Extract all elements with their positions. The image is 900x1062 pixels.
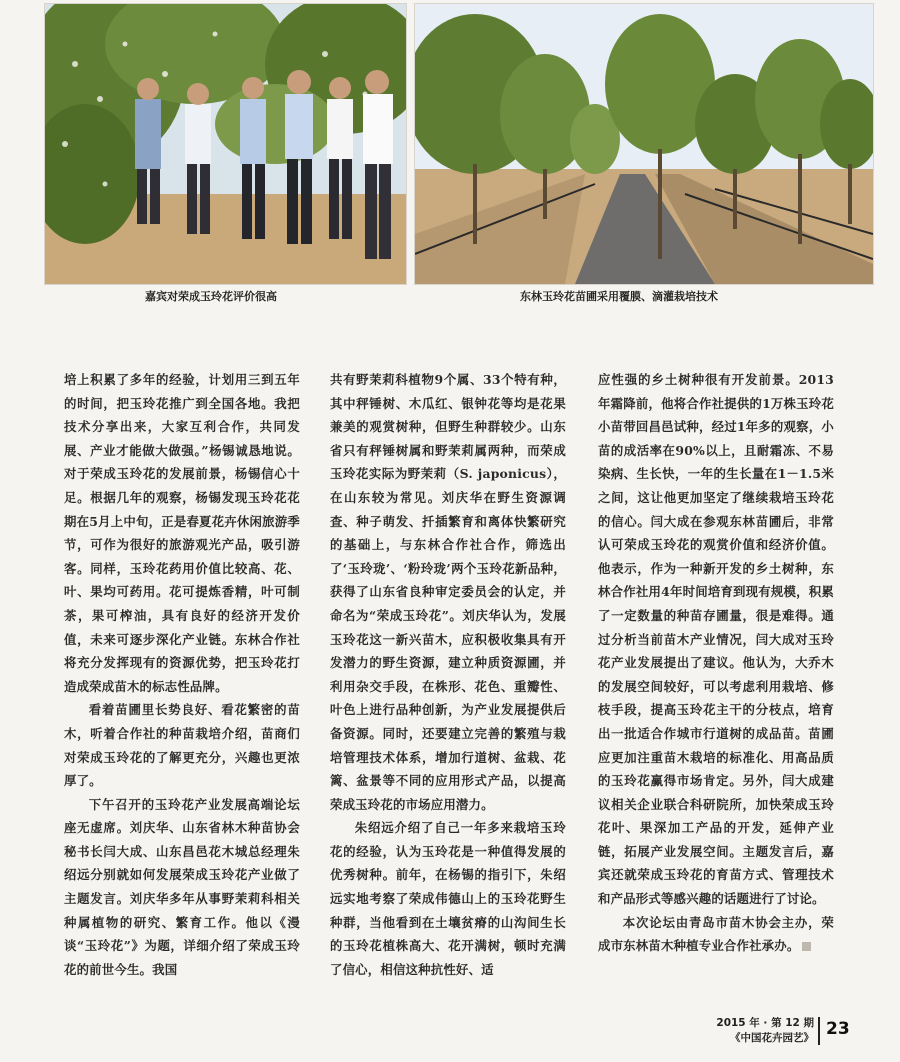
issue-info [704,1016,814,1046]
text-column-1 [64,368,300,981]
issue-date: 2015 年 · 第 12 期 [716,1017,814,1029]
photo-caption-left: 嘉宾对荣成玉玲花评价很高 [145,290,277,303]
paragraph: 共有野茉莉科植物9个属、33个特有种，其中秤锤树、木瓜红、银钟花等均是花果兼美的观赏树种，但野生种群较少。山东省只有秤锤树属和野茉莉属两种，而荣成玉玲花实际为野茉莉（S. japonicus），在山东较为常见。刘庆华在野生资源调查、种子萌发、扦插繁育和离体快繁研究的基础上，与东林合作社合作，筛选出了‘玉玲珑’、‘粉玲珑’两个玉玲花新品种，获得了山东省良种审定委员会的认定，并命名为“荣成玉玲花”。刘庆华认为，发展玉玲花这一新兴苗木，应积极收集具有开发潜力的野生资源，建立种质资源圃，并利用杂交手段，在株形、花色、重瓣性、叶色上进行品种创新，为产业发展提供后备资源。同时，还要建立完善的繁殖与栽培管理技术体系，增加行道树、盆栽、花篱、盆景等不同的应用形式产品，以提高荣成玉玲花的市场应用潜力。 [330,372,566,812]
photo-guests-in-orchard [44,3,407,285]
end-mark-icon [802,942,811,951]
page-number-divider [818,1017,820,1045]
magazine-name: 《中国花卉园艺》 [730,1032,814,1044]
paragraph: 朱绍远介绍了自己一年多来栽培玉玲花的经验，认为玉玲花是一种值得发展的优秀树种。前年，在杨锡的指引下，朱绍远实地考察了荣成伟德山上的玉玲花野生种群，当他看到在土壤贫瘠的山沟间生长的玉玲花植株高大、花开满树，顿时充满了信心，相信这种抗性好、适 [330,820,566,977]
paragraph [598,911,834,958]
text-column-2 [330,368,566,981]
text-column-3 [598,368,834,958]
paragraph: 应性强的乡土树种很有开发前景。2013年霜降前，他将合作社提供的1万株玉玲花小苗带回昌邑试种，经过1年多的观察，小苗的成活率在90%以上，且耐霜冻、不易染病、生长快，一年的生长量在1－1.5米之间，这让他更加坚定了继续栽培玉玲花的信心。闫大成在参观东林苗圃后，非常认可荣成玉玲花的观赏价值和经济价值。他表示，作为一种新开发的乡土树种，东林合作社用4年时间培育到现有规模，积累了一定数量的种苗存圃量，很是难得。通过分析当前苗木产业情况，闫大成对玉玲花产业发展提出了建议。他认为，大乔木的发展空间较好，可以考虑利用栽培、修枝手段，提高玉玲花主干的分枝点，培育出一批适合作城市行道树的成品苗。苗圃应更加注重苗木栽培的标准化、用高品质的玉玲花赢得市场肯定。另外，闫大成建议相关企业联合科研院所，加快荣成玉玲花叶、果深加工产品的开发，延伸产业链，拓展产业发展空间。主题发言后，嘉宾还就荣成玉玲花的育苗方式、管理技术和产品形式等感兴趣的话题进行了讨论。 [598,372,834,907]
page-number: 23 [826,1019,850,1039]
closing-text: 本次论坛由青岛市苗木协会主办，荣成市东林苗木种植专业合作社承办。 [598,914,834,954]
photo-caption-right: 东林玉玲花苗圃采用覆膜、滴灌栽培技术 [520,290,718,303]
photo-nursery-rows [414,3,874,285]
paragraph: 培上积累了多年的经验，计划用三到五年的时间，把玉玲花推广到全国各地。我把技术分享出来，大家互利合作，共同发展、产业才能做大做强。”杨锡诚恳地说。对于荣成玉玲花的发展前景，杨锡信心十足。根据几年的观察，杨锡发现玉玲花花期在5月上中旬，正是春夏花卉休闲旅游季节，可作为很好的旅游观光产品，吸引游客。同样，玉玲花药用价值比较高、花、叶、果均可药用。花可提炼香精，叶可制茶，果可榨油，具有良好的经济开发价值，未来可逐步深化产业链。东林合作社将充分发挥现有的资源优势，把玉玲花打造成荣成苗木的标志性品牌。 [64,372,300,694]
paragraph: 下午召开的玉玲花产业发展高端论坛座无虚席。刘庆华、山东省林木种苗协会秘书长闫大成、山东昌邑花木城总经理朱绍远分别就如何发展荣成玉玲花产业做了主题发言。刘庆华多年从事野茉莉科相关种属植物的研究、繁育工作。他以《漫谈“玉玲花”》为题，详细介绍了荣成玉玲花的前世今生。我国 [64,796,300,977]
paragraph: 看着苗圃里长势良好、看花繁密的苗木，听着合作社的种苗栽培介绍，苗商们对荣成玉玲花的了解更充分，兴趣也更浓厚了。 [64,702,300,789]
